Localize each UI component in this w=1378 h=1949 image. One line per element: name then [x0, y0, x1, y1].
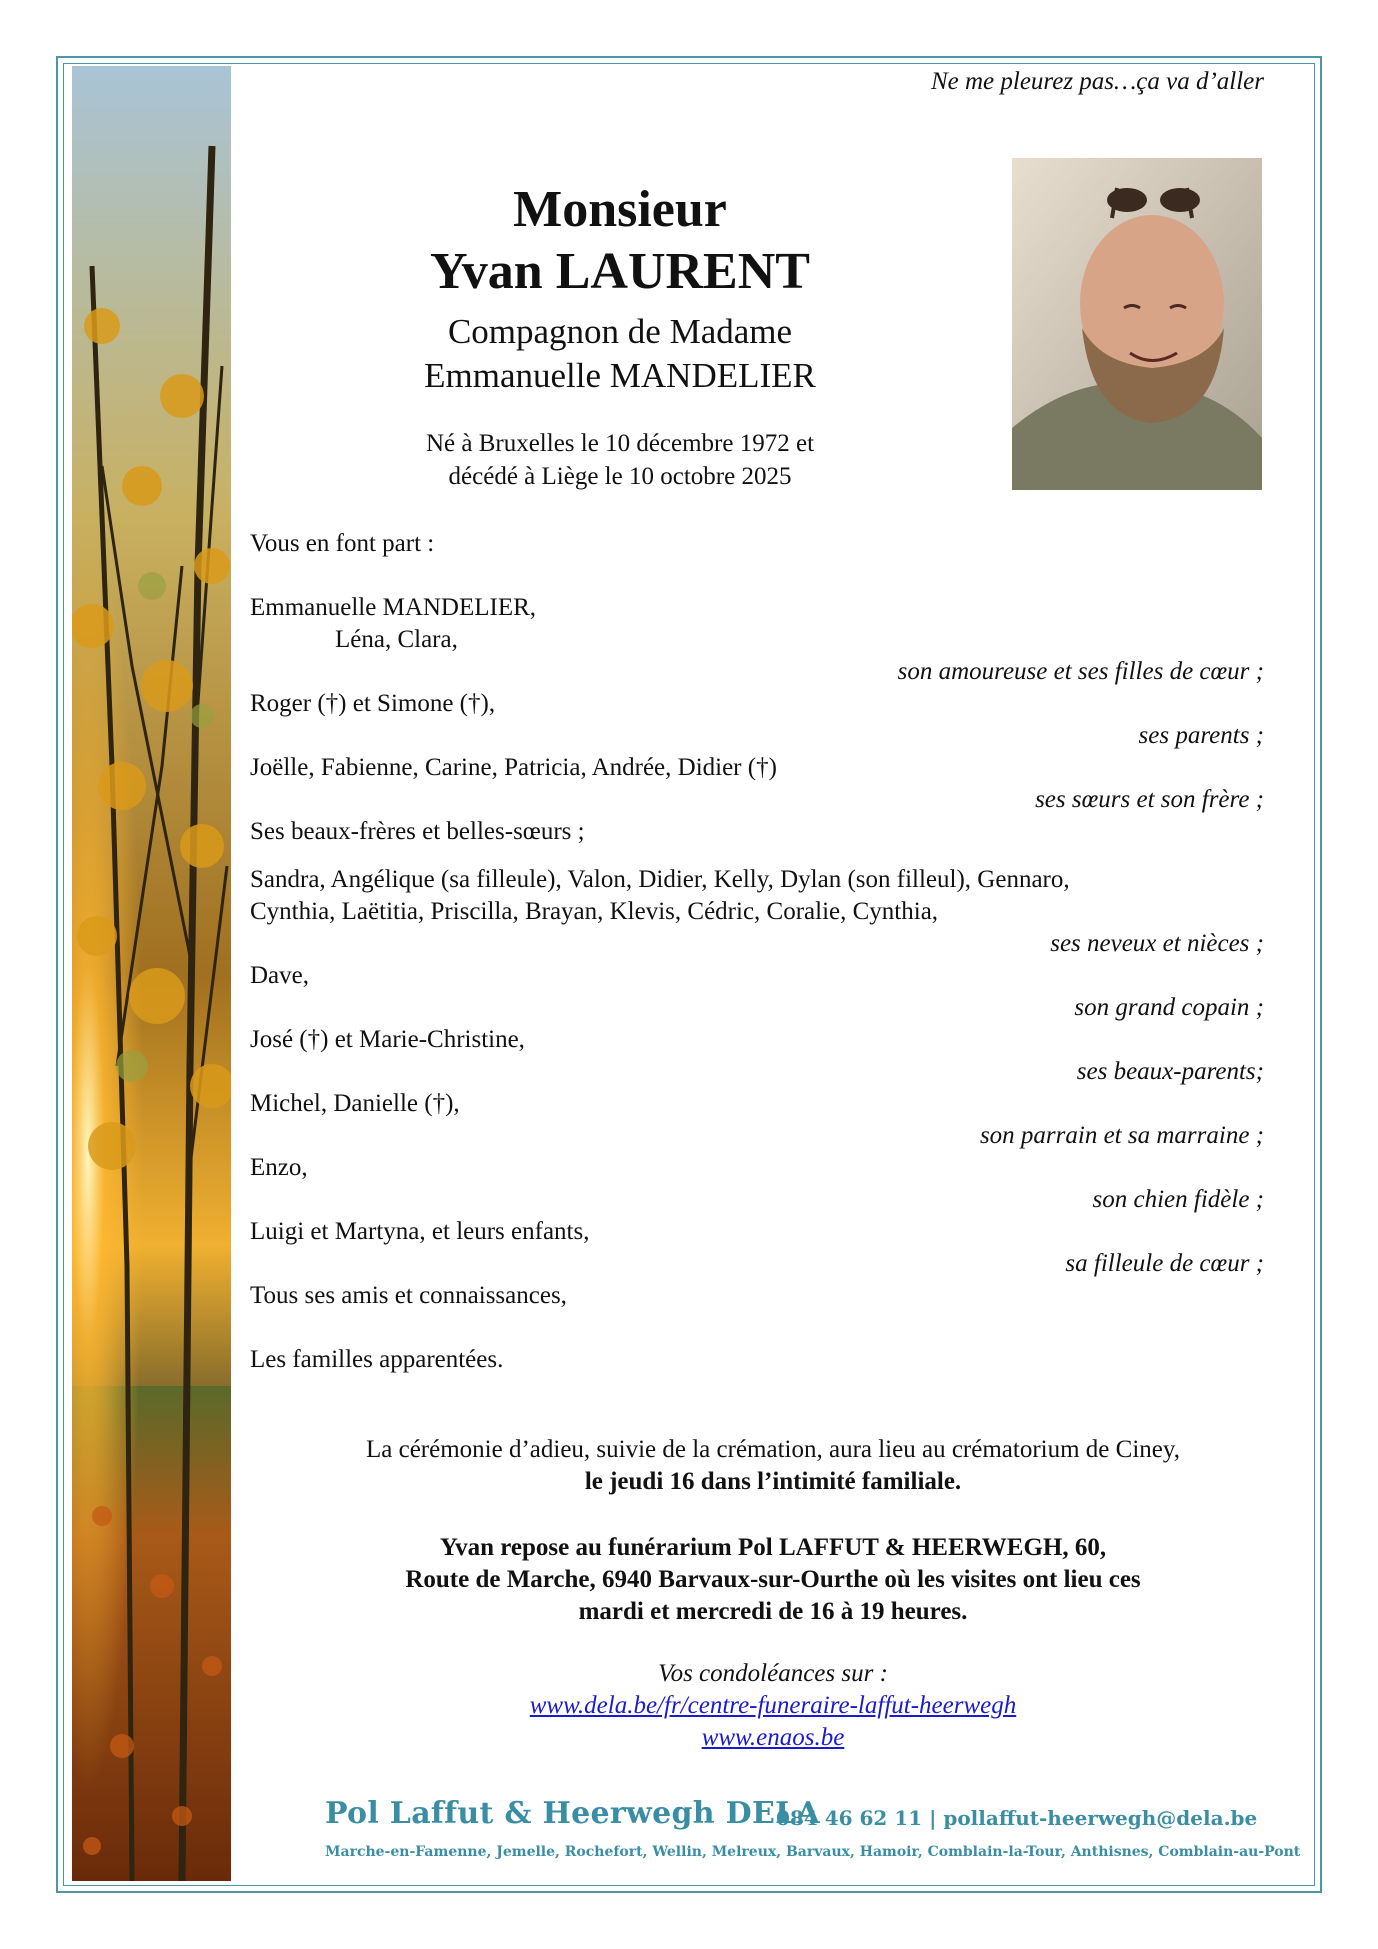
- deceased-name: Yvan LAURENT: [430, 243, 810, 300]
- mourner-line: Dave,: [250, 962, 309, 989]
- ceremony-line-2: le jeudi 16 dans l’intimité familiale.: [584, 1468, 962, 1495]
- birth-info: Né à Bruxelles le 10 décembre 1972 et: [425, 430, 815, 457]
- intro-text: Vous en font part :: [250, 530, 435, 557]
- relation-label: ses neveux et nièces ;: [1050, 930, 1264, 957]
- autumn-forest-image: [72, 66, 231, 1881]
- visitation-line-3: mardi et mercredi de 16 à 19 heures.: [578, 1598, 968, 1625]
- company-towns: Marche-en-Famenne, Jemelle, Rochefort, Wellin, Melreux, Barvaux, Hamoir, Comblain-la-Tour, Anthisnes, Comblain-au-Pont: [325, 1844, 1301, 1860]
- civility: Monsieur: [513, 181, 727, 238]
- relation-label: sa filleule de cœur ;: [1065, 1250, 1264, 1277]
- ceremony-line-1: La cérémonie d’adieu, suivie de la crémation, aura lieu au crématorium de Ciney,: [365, 1436, 1180, 1463]
- relation-label: ses sœurs et son frère ;: [1035, 786, 1264, 813]
- relation-line-2: Emmanuelle MANDELIER: [424, 356, 816, 395]
- condolences-link-enaos[interactable]: www.enaos.be: [701, 1724, 845, 1751]
- motto: Ne me pleurez pas…ça va d’aller: [930, 68, 1264, 95]
- mourner-line: Roger (†) et Simone (†),: [250, 690, 496, 717]
- mourner-line: Emmanuelle MANDELIER,: [250, 594, 537, 621]
- mourner-line: Joëlle, Fabienne, Carine, Patricia, Andrée, Didier (†): [250, 754, 777, 781]
- mourner-line: José (†) et Marie-Christine,: [250, 1026, 525, 1053]
- portrait-photo: [1012, 158, 1262, 490]
- mourner-line: Cynthia, Laëtitia, Priscilla, Brayan, Klevis, Cédric, Coralie, Cynthia,: [250, 898, 939, 925]
- mourner-line: Les familles apparentées.: [250, 1346, 504, 1373]
- relation-label: son parrain et sa marraine ;: [979, 1122, 1264, 1149]
- condolences-label: Vos condoléances sur :: [658, 1660, 888, 1687]
- relation-label: son amoureuse et ses filles de cœur ;: [897, 658, 1264, 685]
- company-contact: 084 46 62 11 | pollaffut-heerwegh@dela.be: [776, 1806, 1258, 1830]
- relation-label: ses beaux-parents;: [1076, 1058, 1264, 1085]
- mourner-line: Léna, Clara,: [335, 626, 458, 653]
- mourner-line: Ses beaux-frères et belles-sœurs ;: [250, 818, 585, 845]
- mourner-line: Luigi et Martyna, et leurs enfants,: [250, 1218, 590, 1245]
- mourner-line: Tous ses amis et connaissances,: [250, 1282, 567, 1309]
- visitation-line-1: Yvan repose au funérarium Pol LAFFUT & HEERWEGH, 60,: [439, 1534, 1107, 1561]
- condolences-link-dela[interactable]: www.dela.be/fr/centre-funeraire-laffut-heerwegh: [529, 1692, 1017, 1719]
- company-name: Pol Laffut & Heerwegh DELA: [325, 1796, 821, 1831]
- death-info: décédé à Liège le 10 octobre 2025: [448, 463, 792, 490]
- mourner-line: Sandra, Angélique (sa filleule), Valon, Didier, Kelly, Dylan (son filleul), Gennaro,: [250, 866, 1070, 893]
- relation-line-1: Compagnon de Madame: [447, 312, 793, 351]
- visitation-line-2: Route de Marche, 6940 Barvaux-sur-Ourthe où les visites ont lieu ces: [405, 1566, 1141, 1593]
- relation-label: son chien fidèle ;: [1092, 1186, 1264, 1213]
- relation-label: ses parents ;: [1138, 722, 1264, 749]
- mourner-line: Enzo,: [250, 1154, 308, 1181]
- mourner-line: Michel, Danielle (†),: [250, 1090, 460, 1117]
- relation-label: son grand copain ;: [1074, 994, 1264, 1021]
